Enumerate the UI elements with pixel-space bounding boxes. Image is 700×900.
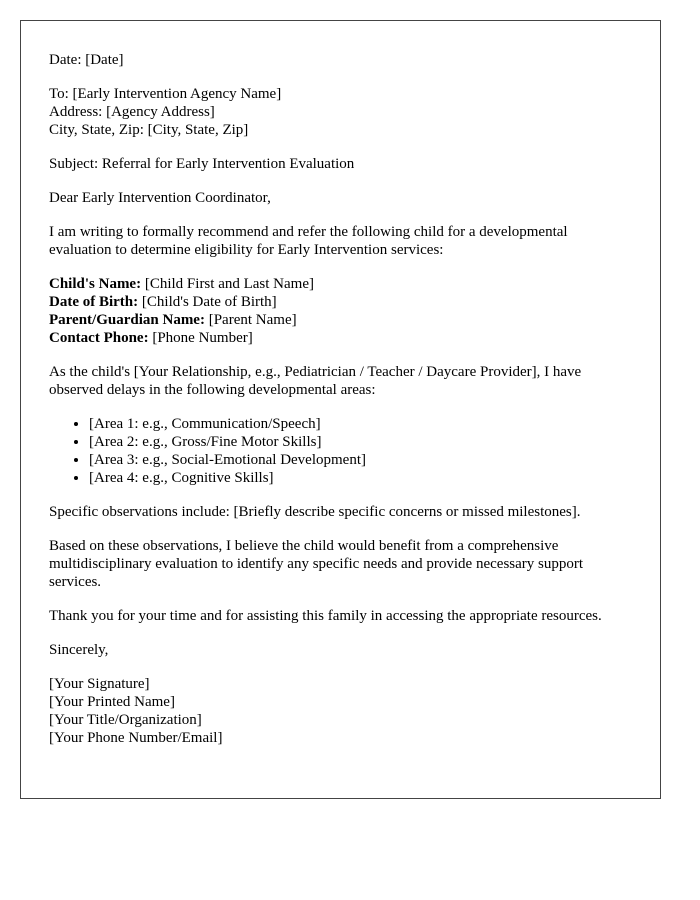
signature-block <box>49 675 632 747</box>
list-item: • [Area 2: e.g., Gross/Fine Motor Skills] <box>89 433 632 451</box>
child-info-value: [Phone Number] <box>148 330 253 346</box>
contact-line: [Your Phone Number/Email] <box>49 730 223 746</box>
relationship-paragraph: As the child's [Your Relationship, e.g., Pediatrician / Teacher / Daycare Provider], I have observed delays in the following developmental areas: <box>49 364 582 398</box>
recommendation-paragraph: Based on these observations, I believe the child would benefit from a comprehensive multidisciplinary evaluation to identify any specific needs and provide necessary support services. <box>49 538 584 590</box>
child-info-row <box>49 311 632 329</box>
recipient-to: To: [Early Intervention Agency Name] <box>49 86 282 102</box>
list-item: • [Area 3: e.g., Social-Emotional Development] <box>89 451 632 469</box>
child-info-value: [Child's Date of Birth] <box>138 294 277 310</box>
salutation: Dear Early Intervention Coordinator, <box>49 190 271 206</box>
child-info-label: Parent/Guardian Name: <box>49 312 205 328</box>
recipient-city: City, State, Zip: [City, State, Zip] <box>49 122 249 138</box>
thanks-paragraph: Thank you for your time and for assisting this family in accessing the appropriate resources. <box>49 608 602 624</box>
recipient-address: Address: [Agency Address] <box>49 104 215 120</box>
referral-letter <box>20 20 661 799</box>
child-info-block <box>49 275 632 347</box>
child-info-label: Contact Phone: <box>49 330 149 346</box>
child-info-label: Child's Name: <box>49 276 142 292</box>
printed-name-line: [Your Printed Name] <box>49 694 175 710</box>
child-info-value: [Parent Name] <box>204 312 297 328</box>
title-line: [Your Title/Organization] <box>49 712 202 728</box>
child-info-label: Date of Birth: <box>49 294 139 310</box>
developmental-areas-list <box>49 415 632 487</box>
list-item: • [Area 4: e.g., Cognitive Skills] <box>89 469 632 487</box>
recipient-block <box>49 85 632 139</box>
letter-date: Date: [Date] <box>49 52 124 68</box>
list-item: • [Area 1: e.g., Communication/Speech] <box>89 415 632 433</box>
observations-paragraph: Specific observations include: [Briefly describe specific concerns or missed milestones]. <box>49 504 581 520</box>
child-info-value: [Child First and Last Name] <box>141 276 314 292</box>
signature-line: [Your Signature] <box>49 676 150 692</box>
intro-paragraph: I am writing to formally recommend and refer the following child for a developmental evaluation to determine eligibility for Early Intervention services: <box>49 224 568 258</box>
subject-line: Subject: Referral for Early Intervention Evaluation <box>49 156 355 172</box>
child-info-row <box>49 275 632 293</box>
child-info-row <box>49 293 632 311</box>
child-info-row <box>49 329 632 347</box>
closing: Sincerely, <box>49 642 109 658</box>
